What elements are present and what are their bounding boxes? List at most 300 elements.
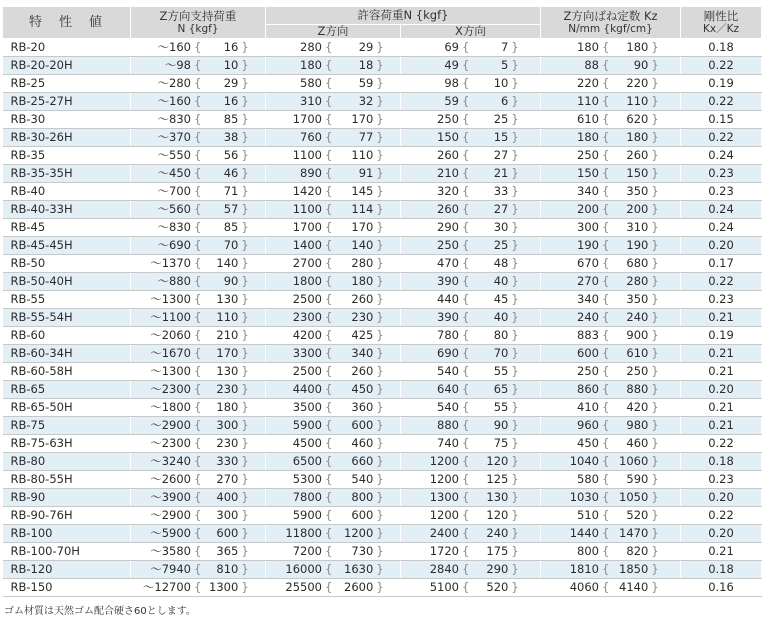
allowable-z-n: 5900	[292, 418, 322, 432]
close-brace: }	[241, 256, 249, 270]
close-brace: }	[511, 436, 519, 450]
allowable-x	[401, 327, 541, 345]
support-load-n: 〜1300	[150, 364, 191, 378]
close-brace: }	[376, 472, 384, 486]
support-load-n: 〜2060	[150, 328, 191, 342]
allowable-z-kgf: 460	[351, 436, 374, 450]
close-brace: }	[376, 184, 384, 198]
close-brace: }	[241, 418, 249, 432]
open-brace: {	[194, 148, 202, 162]
stiffness-ratio: 0.22	[681, 435, 762, 453]
allowable-x-kgf: 70	[493, 346, 509, 360]
open-brace: {	[325, 328, 333, 342]
open-brace: {	[602, 220, 610, 234]
allowable-z-kgf: 340	[351, 346, 374, 360]
allowable-z-kgf: 260	[351, 292, 374, 306]
allowable-z-n: 5300	[292, 472, 322, 486]
table-row	[3, 381, 762, 399]
open-brace: {	[462, 166, 470, 180]
spring-constant-n: 1440	[569, 526, 599, 540]
spring-constant-n: 883	[577, 328, 599, 342]
model-name: RB-65	[3, 381, 131, 399]
close-brace: }	[241, 364, 249, 378]
close-brace: }	[241, 328, 249, 342]
stiffness-ratio: 0.22	[681, 57, 762, 75]
allowable-z	[266, 93, 401, 111]
open-brace: {	[462, 328, 470, 342]
header-spring-constant-label: Z方向ばね定数 Kz	[563, 8, 658, 23]
allowable-x-kgf: 33	[493, 184, 509, 198]
close-brace: }	[651, 400, 659, 414]
close-brace: }	[376, 454, 384, 468]
allowable-z	[266, 417, 401, 435]
allowable-z-kgf: 360	[351, 400, 374, 414]
open-brace: {	[462, 112, 470, 126]
allowable-x-n: 1200	[429, 454, 459, 468]
close-brace: }	[651, 184, 659, 198]
open-brace: {	[602, 454, 610, 468]
model-name: RB-60-34H	[3, 345, 131, 363]
model-name: RB-25	[3, 75, 131, 93]
support-load-n: 〜830	[157, 220, 191, 234]
open-brace: {	[325, 562, 333, 576]
close-brace: }	[511, 454, 519, 468]
allowable-z-n: 1800	[292, 274, 322, 288]
allowable-x	[401, 579, 541, 597]
open-brace: {	[194, 76, 202, 90]
allowable-z	[266, 291, 401, 309]
open-brace: {	[602, 436, 610, 450]
close-brace: }	[511, 382, 519, 396]
spring-constant	[541, 417, 681, 435]
table-row	[3, 327, 762, 345]
allowable-z	[266, 57, 401, 75]
support-load-kgf: 10	[223, 58, 239, 72]
allowable-z-kgf: 425	[351, 328, 374, 342]
header-model: 特 性 値	[3, 7, 131, 39]
spring-constant-n: 88	[584, 58, 599, 72]
allowable-z-kgf: 230	[351, 310, 374, 324]
support-load-kgf: 16	[223, 40, 239, 54]
model-name: RB-55-54H	[3, 309, 131, 327]
support-load-n: 〜2900	[150, 508, 191, 522]
stiffness-ratio: 0.21	[681, 417, 762, 435]
support-load-n: 〜1800	[150, 400, 191, 414]
open-brace: {	[325, 526, 333, 540]
table-header	[3, 7, 762, 39]
support-load-n: 〜12700	[142, 580, 191, 594]
open-brace: {	[194, 310, 202, 324]
open-brace: {	[602, 40, 610, 54]
close-brace: }	[651, 292, 659, 306]
allowable-x-kgf: 290	[486, 562, 509, 576]
allowable-x	[401, 435, 541, 453]
allowable-x-kgf: 25	[493, 238, 509, 252]
support-load-kgf: 85	[223, 220, 239, 234]
open-brace: {	[194, 544, 202, 558]
open-brace: {	[462, 490, 470, 504]
allowable-z-n: 5900	[292, 508, 322, 522]
allowable-z-n: 16000	[285, 562, 322, 576]
spring-constant-n: 670	[577, 256, 599, 270]
support-load-kgf: 600	[216, 526, 239, 540]
support-load	[131, 255, 266, 273]
support-load-n: 〜1670	[150, 346, 191, 360]
close-brace: }	[651, 58, 659, 72]
allowable-z-n: 1100	[292, 148, 322, 162]
open-brace: {	[325, 238, 333, 252]
allowable-x	[401, 57, 541, 75]
close-brace: }	[651, 40, 659, 54]
open-brace: {	[325, 544, 333, 558]
model-name: RB-90	[3, 489, 131, 507]
support-load-n: 〜1100	[150, 310, 191, 324]
support-load-kgf: 230	[216, 436, 239, 450]
allowable-z-kgf: 170	[351, 112, 374, 126]
close-brace: }	[376, 418, 384, 432]
stiffness-ratio: 0.24	[681, 201, 762, 219]
spring-constant-n: 600	[577, 346, 599, 360]
spring-constant-kgf: 590	[626, 472, 649, 486]
allowable-z-n: 4500	[292, 436, 322, 450]
open-brace: {	[602, 310, 610, 324]
open-brace: {	[462, 40, 470, 54]
open-brace: {	[194, 436, 202, 450]
model-name: RB-40-33H	[3, 201, 131, 219]
open-brace: {	[194, 508, 202, 522]
allowable-x	[401, 309, 541, 327]
close-brace: }	[511, 508, 519, 522]
close-brace: }	[376, 130, 384, 144]
close-brace: }	[241, 400, 249, 414]
support-load	[131, 363, 266, 381]
close-brace: }	[241, 346, 249, 360]
spring-constant-kgf: 1050	[619, 490, 649, 504]
allowable-z-n: 6500	[292, 454, 322, 468]
support-load-kgf: 180	[216, 400, 239, 414]
stiffness-ratio: 0.20	[681, 525, 762, 543]
spring-constant-kgf: 4140	[619, 580, 649, 594]
support-load-kgf: 38	[223, 130, 239, 144]
allowable-x-n: 540	[437, 364, 459, 378]
stiffness-ratio: 0.20	[681, 489, 762, 507]
stiffness-ratio: 0.21	[681, 543, 762, 561]
open-brace: {	[462, 580, 470, 594]
header-spring-constant-unit: N/mm {kgf/cm}	[568, 22, 653, 35]
spring-constant-n: 860	[577, 382, 599, 396]
open-brace: {	[602, 544, 610, 558]
stiffness-ratio: 0.20	[681, 381, 762, 399]
support-load	[131, 219, 266, 237]
open-brace: {	[462, 364, 470, 378]
close-brace: }	[241, 148, 249, 162]
open-brace: {	[462, 58, 470, 72]
close-brace: }	[511, 580, 519, 594]
close-brace: }	[376, 526, 384, 540]
spring-constant	[541, 579, 681, 597]
table-row	[3, 75, 762, 93]
close-brace: }	[651, 166, 659, 180]
table-row	[3, 345, 762, 363]
support-load-kgf: 90	[223, 274, 239, 288]
allowable-z	[266, 561, 401, 579]
open-brace: {	[602, 364, 610, 378]
open-brace: {	[602, 418, 610, 432]
allowable-x	[401, 273, 541, 291]
spring-constant-kgf: 980	[626, 418, 649, 432]
table-row	[3, 561, 762, 579]
open-brace: {	[325, 94, 333, 108]
allowable-z-n: 180	[300, 58, 322, 72]
spring-constant-kgf: 610	[626, 346, 649, 360]
model-name: RB-80	[3, 453, 131, 471]
allowable-x-kgf: 10	[493, 76, 509, 90]
allowable-x	[401, 147, 541, 165]
table-row	[3, 291, 762, 309]
open-brace: {	[602, 130, 610, 144]
allowable-x	[401, 219, 541, 237]
close-brace: }	[376, 562, 384, 576]
allowable-x	[401, 201, 541, 219]
close-brace: }	[511, 112, 519, 126]
open-brace: {	[325, 148, 333, 162]
open-brace: {	[462, 382, 470, 396]
open-brace: {	[462, 346, 470, 360]
close-brace: }	[241, 526, 249, 540]
allowable-z	[266, 75, 401, 93]
model-name: RB-20-20H	[3, 57, 131, 75]
open-brace: {	[325, 112, 333, 126]
model-name: RB-65-50H	[3, 399, 131, 417]
support-load-kgf: 29	[223, 76, 239, 90]
allowable-z-n: 25500	[285, 580, 322, 594]
allowable-x	[401, 381, 541, 399]
close-brace: }	[241, 562, 249, 576]
spring-constant-kgf: 820	[626, 544, 649, 558]
close-brace: }	[651, 382, 659, 396]
spring-constant-kgf: 180	[626, 130, 649, 144]
model-name: RB-25-27H	[3, 93, 131, 111]
allowable-x-kgf: 7	[501, 40, 509, 54]
table-row	[3, 435, 762, 453]
support-load-kgf: 170	[216, 346, 239, 360]
close-brace: }	[651, 454, 659, 468]
spring-constant	[541, 273, 681, 291]
allowable-z-n: 580	[300, 76, 322, 90]
spring-constant-n: 1040	[569, 454, 599, 468]
header-support-load-label: Z方向支持荷重	[159, 8, 237, 23]
spring-constant-kgf: 280	[626, 274, 649, 288]
spring-constant	[541, 309, 681, 327]
spring-constant	[541, 543, 681, 561]
open-brace: {	[325, 184, 333, 198]
close-brace: }	[511, 400, 519, 414]
open-brace: {	[325, 418, 333, 432]
close-brace: }	[511, 472, 519, 486]
open-brace: {	[602, 256, 610, 270]
allowable-z	[266, 129, 401, 147]
support-load-n: 〜370	[157, 130, 191, 144]
allowable-z-n: 890	[300, 166, 322, 180]
stiffness-ratio: 0.16	[681, 579, 762, 597]
support-load-kgf: 16	[223, 94, 239, 108]
spring-constant-kgf: 460	[626, 436, 649, 450]
close-brace: }	[651, 130, 659, 144]
support-load-n: 〜280	[157, 76, 191, 90]
allowable-z-kgf: 600	[351, 508, 374, 522]
allowable-x	[401, 543, 541, 561]
open-brace: {	[602, 508, 610, 522]
support-load-kgf: 130	[216, 292, 239, 306]
spring-constant-n: 110	[577, 94, 599, 108]
allowable-x-n: 740	[437, 436, 459, 450]
open-brace: {	[194, 490, 202, 504]
close-brace: }	[241, 184, 249, 198]
allowable-x	[401, 291, 541, 309]
open-brace: {	[194, 256, 202, 270]
support-load	[131, 39, 266, 57]
close-brace: }	[241, 292, 249, 306]
spring-constant-n: 270	[577, 274, 599, 288]
spring-constant-kgf: 90	[633, 58, 649, 72]
allowable-x	[401, 399, 541, 417]
close-brace: }	[241, 58, 249, 72]
support-load-n: 〜160	[157, 94, 191, 108]
stiffness-ratio: 0.21	[681, 309, 762, 327]
allowable-x-kgf: 40	[493, 310, 509, 324]
model-name: RB-45	[3, 219, 131, 237]
open-brace: {	[194, 382, 202, 396]
close-brace: }	[241, 454, 249, 468]
support-load	[131, 381, 266, 399]
spring-constant-kgf: 520	[626, 508, 649, 522]
allowable-x	[401, 417, 541, 435]
model-name: RB-100	[3, 525, 131, 543]
open-brace: {	[462, 220, 470, 234]
table-row	[3, 417, 762, 435]
spring-constant-n: 220	[577, 76, 599, 90]
support-load-kgf: 230	[216, 382, 239, 396]
close-brace: }	[241, 76, 249, 90]
open-brace: {	[194, 58, 202, 72]
close-brace: }	[241, 94, 249, 108]
support-load-kgf: 810	[216, 562, 239, 576]
spring-constant-kgf: 200	[626, 202, 649, 216]
model-name: RB-120	[3, 561, 131, 579]
table-row	[3, 507, 762, 525]
open-brace: {	[602, 382, 610, 396]
allowable-x-n: 290	[437, 220, 459, 234]
allowable-x	[401, 39, 541, 57]
open-brace: {	[194, 454, 202, 468]
open-brace: {	[325, 490, 333, 504]
allowable-x-kgf: 55	[493, 364, 509, 378]
stiffness-ratio: 0.23	[681, 471, 762, 489]
spring-constant	[541, 471, 681, 489]
model-name: RB-60-58H	[3, 363, 131, 381]
support-load-n: 〜5900	[150, 526, 191, 540]
spring-constant	[541, 129, 681, 147]
allowable-x	[401, 255, 541, 273]
allowable-z-kgf: 600	[351, 418, 374, 432]
open-brace: {	[325, 508, 333, 522]
allowable-x-n: 2840	[429, 562, 459, 576]
allowable-z-n: 1420	[292, 184, 322, 198]
close-brace: }	[241, 382, 249, 396]
close-brace: }	[511, 202, 519, 216]
allowable-x-n: 69	[444, 40, 459, 54]
table-row	[3, 237, 762, 255]
allowable-z-n: 2300	[292, 310, 322, 324]
header-support-load	[131, 7, 266, 39]
allowable-x-kgf: 120	[486, 508, 509, 522]
open-brace: {	[462, 562, 470, 576]
open-brace: {	[325, 364, 333, 378]
allowable-x	[401, 165, 541, 183]
close-brace: }	[511, 184, 519, 198]
spring-constant-n: 180	[577, 130, 599, 144]
allowable-z-kgf: 77	[358, 130, 374, 144]
support-load	[131, 75, 266, 93]
table-row	[3, 183, 762, 201]
allowable-z-kgf: 18	[358, 58, 374, 72]
spring-constant-kgf: 240	[626, 310, 649, 324]
support-load	[131, 327, 266, 345]
close-brace: }	[241, 130, 249, 144]
allowable-z	[266, 111, 401, 129]
allowable-x-n: 880	[437, 418, 459, 432]
model-name: RB-35	[3, 147, 131, 165]
spring-constant-n: 960	[577, 418, 599, 432]
support-load	[131, 57, 266, 75]
allowable-x	[401, 561, 541, 579]
footnote: ゴム材質は天然ゴム配合硬さ60とします。	[4, 606, 196, 617]
allowable-x	[401, 489, 541, 507]
allowable-z-n: 2700	[292, 256, 322, 270]
close-brace: }	[511, 166, 519, 180]
allowable-x-n: 470	[437, 256, 459, 270]
header-stiffness-ratio-sub: Kx／Kz	[703, 22, 739, 35]
allowable-z	[266, 579, 401, 597]
open-brace: {	[462, 418, 470, 432]
allowable-x-kgf: 25	[493, 112, 509, 126]
header-x-direction: X方向	[401, 25, 541, 39]
table-body	[3, 39, 762, 597]
close-brace: }	[511, 418, 519, 432]
close-brace: }	[651, 346, 659, 360]
open-brace: {	[602, 274, 610, 288]
close-brace: }	[651, 526, 659, 540]
close-brace: }	[651, 94, 659, 108]
close-brace: }	[511, 328, 519, 342]
allowable-x-n: 320	[437, 184, 459, 198]
spring-constant	[541, 57, 681, 75]
open-brace: {	[602, 346, 610, 360]
spring-constant	[541, 489, 681, 507]
model-name: RB-75	[3, 417, 131, 435]
open-brace: {	[194, 40, 202, 54]
open-brace: {	[325, 40, 333, 54]
allowable-x	[401, 183, 541, 201]
spring-constant	[541, 399, 681, 417]
support-load-kgf: 85	[223, 112, 239, 126]
open-brace: {	[325, 454, 333, 468]
allowable-z-kgf: 180	[351, 274, 374, 288]
open-brace: {	[462, 184, 470, 198]
allowable-z-kgf: 1200	[344, 526, 374, 540]
spring-constant	[541, 435, 681, 453]
support-load-n: 〜160	[157, 40, 191, 54]
